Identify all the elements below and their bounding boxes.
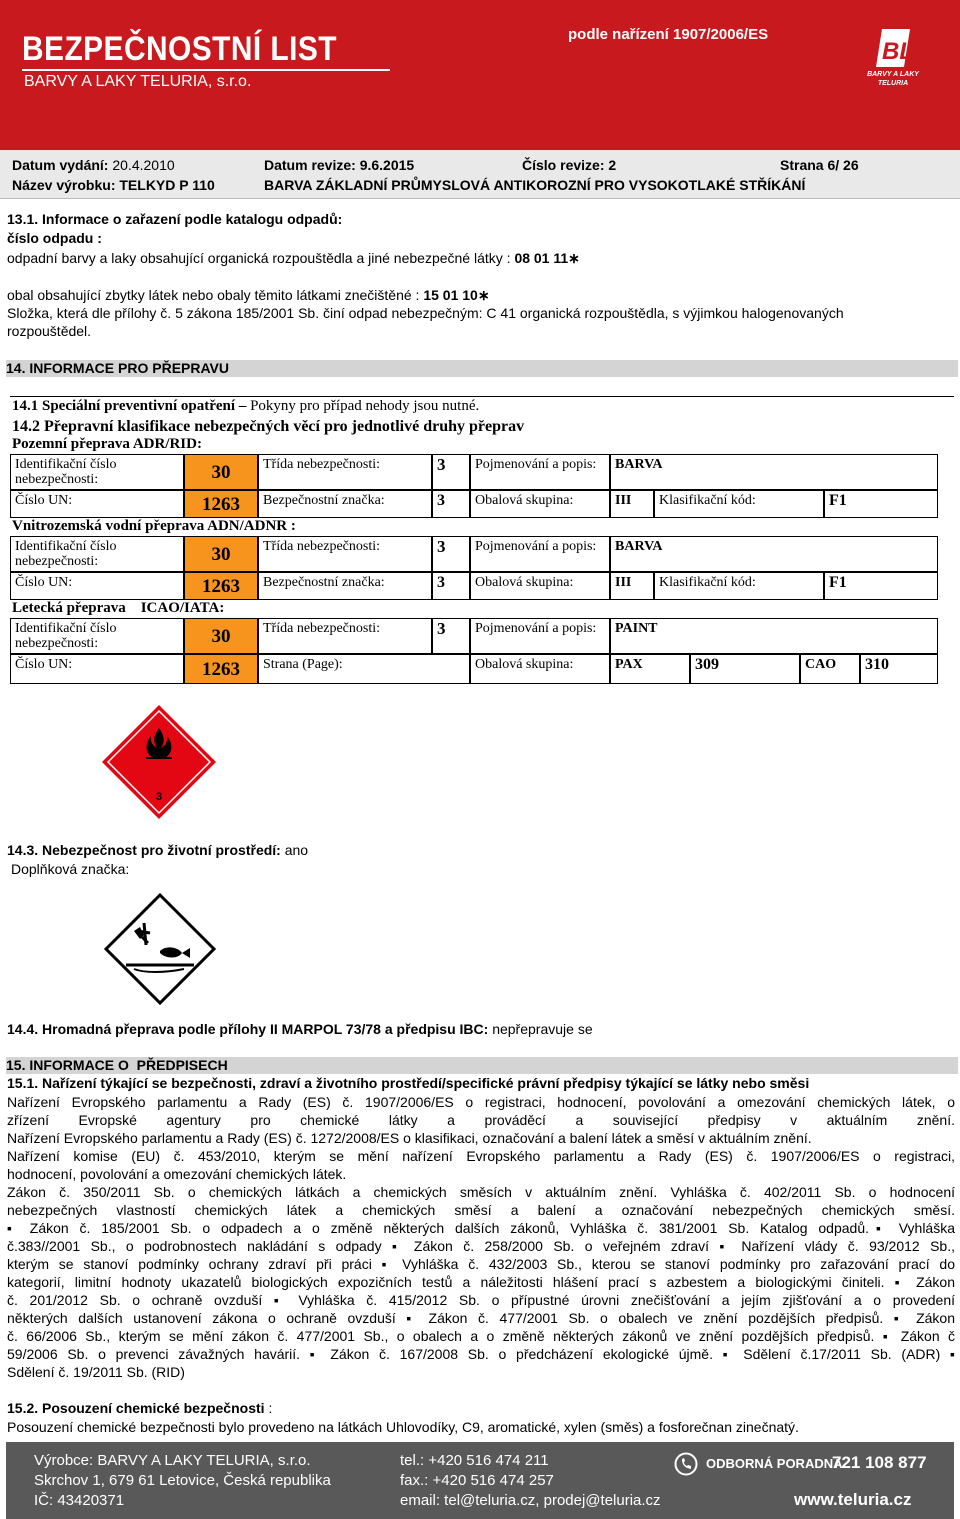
class-value: 3 — [432, 454, 470, 490]
regulation-line: Sdělení č. 19/2011 Sb. (RID) — [7, 1364, 185, 1380]
code-value: F1 — [824, 572, 938, 600]
class-value: 3 — [432, 618, 470, 654]
label-code: Klasifikační kód: — [654, 490, 824, 518]
class-value: 3 — [432, 536, 470, 572]
adn-title: Vnitrozemská vodní přeprava ADN/ADNR : — [12, 518, 296, 534]
label-pack: Obalová skupina: — [470, 572, 610, 600]
footer-ic: IČ: 43420371 — [34, 1492, 125, 1509]
label-un: Číslo UN: — [10, 490, 184, 518]
environment-hazard: 14.3. Nebezpečnost pro životní prostředí: ano — [7, 842, 309, 858]
regulation-label: podle nařízení 1907/2006/ES — [568, 26, 769, 43]
label-un: Číslo UN: — [10, 572, 184, 600]
company-name: BARVY A LAKY TELURIA, s.r.o. — [24, 73, 252, 90]
waste-line-3: Složka, která dle přílohy č. 5 zákona 185/2001 Sb. činí odpad nebezpečným: C 41 organická rozpouštědla, s výjimkou halogenovaných — [7, 305, 844, 321]
regulation-line: Nařízení Evropského parlamentu a Rady (ES) č. 1907/2006/ES o registraci, hodnocení, povolování a omezování chemických látek, o — [7, 1094, 955, 1110]
waste-line-4: rozpouštědel. — [7, 323, 92, 339]
regulation-line: 59/2006 Sb. o prevenci závažných havárií. ▪ Zákon č. 167/2008 Sb. o předcházení ekologické újmě. ▪ Sdělení č.17/2011 Sb. (ADR) ▪ — [7, 1346, 955, 1362]
hazard-id: 30 — [184, 454, 258, 490]
regulation-line: Nařízení Evropského parlamentu a Rady (ES) č. 1272/2008/ES o klasifikaci, označování a balení látek a směsí v aktuálním znění. — [7, 1130, 812, 1146]
footer — [6, 1442, 954, 1519]
label-name: Pojmenování a popis: — [470, 454, 610, 490]
sign-value: 3 — [432, 490, 470, 518]
regulation-line: ▪ Zákon č. 185/2001 Sb. o odpadech a o změně některých dalších zákonů, Vyhláška č. 381/2001 Sb. Katalog odpadů.▪ Vyhláška — [7, 1220, 955, 1236]
adn-block — [10, 536, 938, 600]
footer-web[interactable]: www.teluria.cz — [794, 1490, 912, 1509]
revision-date: Datum revize: 9.6.2015 — [264, 157, 415, 173]
page-number: Strana 6/ 26 — [780, 157, 859, 173]
section-15-heading: 15. INFORMACE O PŘEDPISECH — [6, 1057, 958, 1074]
transport-142: 14.2 Přepravní klasifikace nebezpečných věcí pro jednotlivé druhy přeprav — [12, 418, 525, 435]
transport-141: 14.1 Speciální preventivní opatření – Pokyny pro případ nehody jsou nutné. — [12, 398, 480, 414]
document-title: BEZPEČNOSTNÍ LIST — [22, 30, 338, 68]
label-sign: Bezpečnostní značka: — [258, 572, 432, 600]
regulation-line: Zákon č. 350/2011 Sb. o chemických látkách a chemických směsích v aktuálním znění. Vyhláška č. 402/2011 Sb. o hodnocení — [7, 1184, 955, 1200]
pax-value: 309 — [690, 654, 800, 684]
table-top-rule — [10, 396, 954, 397]
label-id: Identifikační číslo nebezpečnosti: — [10, 454, 184, 490]
sign-value: 3 — [432, 572, 470, 600]
footer-address: Skrchov 1, 679 61 Letovice, Česká republika — [34, 1472, 331, 1489]
section-15-2-text: Posouzení chemické bezpečnosti bylo provedeno na látkách Uhlovodíky, C9, aromatické, xylen (směs) a fosforečnan zinečnatý. — [7, 1419, 799, 1435]
pack-value: III — [610, 490, 654, 518]
revision-number: Číslo revize: 2 — [522, 157, 617, 173]
regulation-line: kterým se stanoví podmínky ochrany zdraví při práci ▪ Vyhláška č. 432/2003 Sb., kterou se stanoví podmínky pro zařazování prací do — [7, 1256, 955, 1272]
label-code: Klasifikační kód: — [654, 572, 824, 600]
label-state: Strana (Page): — [258, 654, 470, 684]
regulation-line: kategorií, limitní hodnoty ukazatelů biologických expozičních testů a náležitosti hlášení prací s azbestem a biologickými činiteli. ▪ Zákon — [7, 1274, 955, 1290]
label-name-air: Pojmenování a popis: — [470, 618, 610, 654]
footer-maker: Výrobce: BARVY A LAKY TELURIA, s.r.o. — [34, 1452, 311, 1469]
hotline-label: ODBORNÁ PORADNA — [706, 1456, 843, 1471]
adr-block — [10, 454, 938, 518]
pax-label: PAX — [610, 654, 690, 684]
product-name: Název výrobku: TELKYD P 110 — [12, 177, 215, 193]
diamond-number: 3 — [155, 791, 163, 803]
footer-email: email: tel@teluria.cz, prodej@teluria.cz — [400, 1492, 661, 1509]
regulation-line: zřízení Evropské agentury pro chemické látky a prováděcí a související předpisy v aktuálním znění. — [7, 1112, 955, 1128]
flammable-liquid-pictogram-icon — [100, 703, 218, 821]
label-class: Třída nebezpečnosti: — [258, 454, 432, 490]
footer-fax: fax.: +420 516 474 257 — [400, 1472, 554, 1489]
logo-text: BL — [882, 38, 914, 65]
regulation-line: některých dalších ustanovení zákona o ochraně ovzduší ▪ Zákon č. 477/2001 Sb. o obalech ve znění pozdějších předpisů. ▪ Zákon — [7, 1310, 955, 1326]
document-meta — [0, 150, 960, 199]
regulation-line: č.383//2001 Sb., o podrobnostech nakládání s odpady ▪ Zákon č. 258/2000 Sb. o veřejném zdraví ▪ Nařízení vlády č. 93/2012 Sb., — [7, 1238, 955, 1254]
icao-title: Letecká přeprava ICAO/IATA: — [12, 600, 225, 616]
waste-line-1: odpadní barvy a laky obsahující organická rozpouštědla a jiné nebezpečné látky : 08 01 11∗ — [7, 250, 580, 266]
cao-value: 310 — [860, 654, 938, 684]
label-class: Třída nebezpečnosti: — [258, 618, 432, 654]
un-number: 1263 — [184, 490, 258, 518]
label-name: Pojmenování a popis: — [470, 536, 610, 572]
code-value: F1 — [824, 490, 938, 518]
label-id: Identifikační číslo nebezpečnosti: — [10, 618, 184, 654]
section-15-2-heading: 15.2. Posouzení chemické bezpečnosti : — [7, 1400, 273, 1416]
regulation-line: č. 201/2012 Sb. o ochraně ovzduší ▪ Vyhláška č. 415/2012 Sb. o přípustné úrovni znečišťování a jejím zjišťování a o provedení — [7, 1292, 955, 1308]
regulation-line: hodnocení, povolování a omezování chemických látek. — [7, 1166, 347, 1182]
un-number: 1263 — [184, 572, 258, 600]
regulation-line: č. 66/2006 Sb., kterým se mění zákon č. 477/2001 Sb., o obalech a o změně některých zákonů ve znění pozdějších předpisů. ▪ Zákon č — [7, 1328, 955, 1344]
title-underline — [22, 69, 390, 71]
hazard-id: 30 — [184, 536, 258, 572]
pack-value: III — [610, 572, 654, 600]
adr-title: Pozemní přeprava ADR/RID: — [12, 436, 202, 452]
logo-subtitle: BARVY A LAKY TELURIA — [867, 71, 919, 87]
name-value: BARVA — [610, 536, 938, 572]
regulation-line: nebezpečných vlastností chemických látek a chemických směsí a balení a označování nebezpečných chemických směsí. — [7, 1202, 955, 1218]
waste-line-2: obal obsahující zbytky látek nebo obaly těmito látkami znečištěné : 15 01 10∗ — [7, 287, 490, 303]
label-un: Číslo UN: — [10, 654, 184, 684]
product-description: BARVA ZÁKLADNÍ PRŮMYSLOVÁ ANTIKOROZNÍ PRO VYSOKOTLAKÉ STŘÍKÁNÍ — [264, 177, 806, 193]
marpol-line: 14.4. Hromadná přeprava podle přílohy II MARPOL 73/78 a předpisu IBC: nepřepravuje se — [7, 1021, 593, 1037]
issue-date: Datum vydání: 20.4.2010 — [12, 157, 175, 173]
regulation-line: Nařízení komise (EU) č. 453/2010, kterým se mění nařízení Evropského parlamentu a Rady (ES) č. 1907/2006/ES o registraci, — [7, 1148, 955, 1164]
label-pack: Obalová skupina: — [470, 490, 610, 518]
cao-label: CAO — [800, 654, 860, 684]
un-number: 1263 — [184, 654, 258, 684]
regulations-text — [7, 1093, 955, 1381]
phone-icon — [674, 1452, 698, 1476]
extra-sign-label: Doplňková značka: — [11, 861, 130, 877]
hazard-id: 30 — [184, 618, 258, 654]
name-value: BARVA — [610, 454, 938, 490]
section-14-heading: 14. INFORMACE PRO PŘEPRAVU — [6, 360, 958, 377]
name-air-value: PAINT — [610, 618, 938, 654]
label-pack: Obalová skupina: — [470, 654, 610, 684]
hotline-number: 721 108 877 — [832, 1453, 927, 1472]
icao-block — [10, 618, 938, 684]
section-15-1-heading: 15.1. Nařízení týkající se bezpečnosti, zdraví a životního prostředí/specifické právní předpisy týkající se látky nebo směsi — [7, 1075, 810, 1091]
label-id: Identifikační číslo nebezpečnosti: — [10, 536, 184, 572]
waste-code-label: číslo odpadu : — [7, 230, 102, 246]
environment-hazard-icon — [104, 893, 216, 1005]
label-class: Třída nebezpečnosti: — [258, 536, 432, 572]
footer-tel: tel.: +420 516 474 211 — [400, 1452, 549, 1469]
label-sign: Bezpečnostní značka: — [258, 490, 432, 518]
waste-heading: 13.1. Informace o zařazení podle katalogu odpadů: — [7, 211, 343, 227]
